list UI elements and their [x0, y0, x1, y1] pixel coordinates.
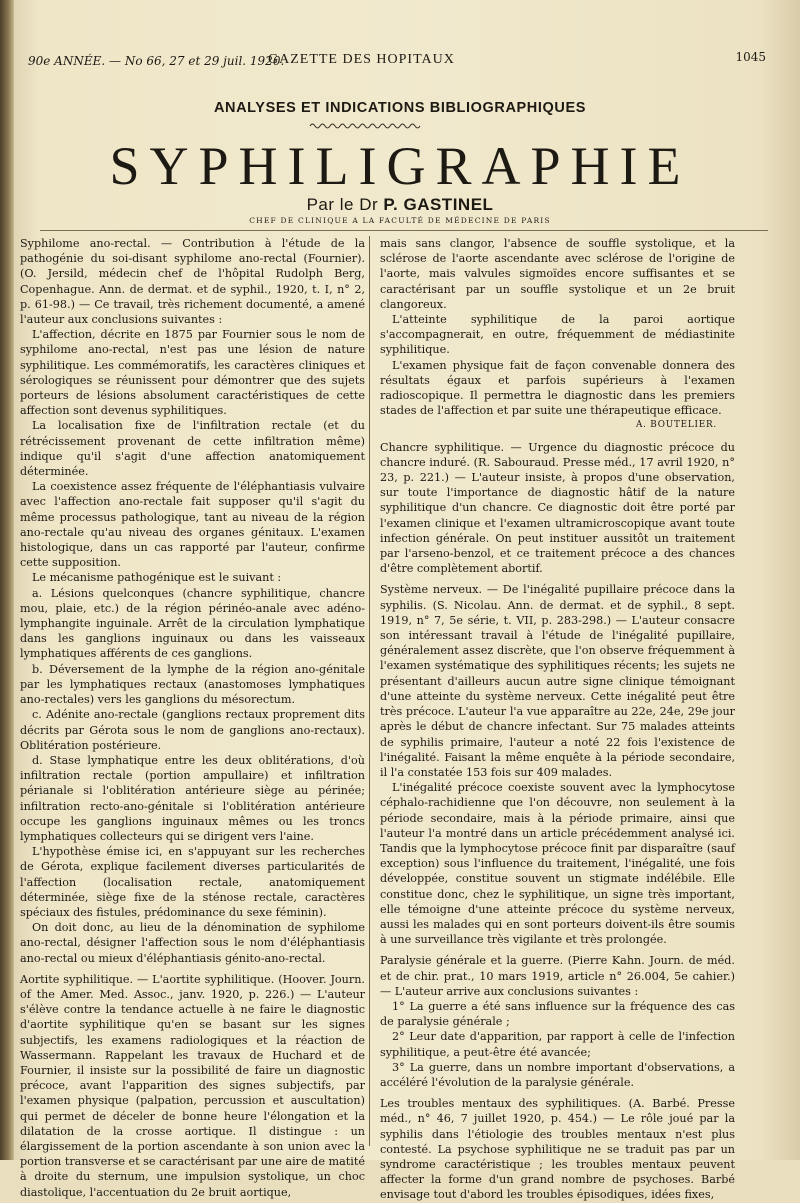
left-column	[20, 236, 365, 1199]
issue-info: 90e ANNÉE. — No 66, 27 et 29 juil. 1920.	[28, 54, 285, 68]
paragraph: L'atteinte syphilitique de la paroi aortique s'accompagnerait, en outre, fréquemment de médiastinite syphilitique.	[380, 313, 735, 357]
signature: A. BOUTELIER.	[635, 420, 717, 431]
page-title: SYPHILIGRAPHIE	[109, 136, 691, 196]
paragraph: Paralysie générale et la guerre. (Pierre Kahn. Journ. de méd. et de chir. prat., 10 mars 1919, article n° 26.004, 5e cahier.) — L'auteur arrive aux conclusions suivantes :	[380, 954, 735, 998]
page-number: 1045	[735, 50, 766, 64]
author-prefix: Par le Dr	[306, 195, 379, 214]
list-item: a. Lésions quelconques (chancre syphilitique, chancre mou, plaie, etc.) de la région périnéo-anale avec adéno-lymphangite inguinale. Arrêt de la circulation lymphatique dans les ganglions inguinaux ou dans les vaisseaux lymphatiques afférents de ces ganglions.	[20, 586, 365, 661]
section-heading: ANALYSES ET INDICATIONS BIBLIOGRAPHIQUES	[213, 100, 587, 116]
title-rule	[40, 230, 768, 231]
list-item: d. Stase lymphatique entre les deux oblitérations, d'où infiltration rectale (portion ampullaire) et infiltration périanale si l'oblitération antérieure siège au périnée; infiltration recto-ano-génitale si l'oblitération antérieure occupe les ganglions inguinaux mêmes ou les troncs lymphatiques collecteurs qui se dirigent vers l'aine.	[20, 753, 365, 843]
decorative-squiggle	[310, 122, 420, 130]
paragraph: mais sans clangor, l'absence de souffle systolique, et la sclérose de l'aorte ascendante avec sclérose de l'origine de l'aorte, mais valvules sigmoïdes encore suffisantes et se caractérisant par un souffle systolique et un 2e bruit clangoreux.	[380, 237, 735, 311]
paragraph: Aortite syphilitique. — L'aortite syphilitique. (Hoover. Journ. of the Amer. Med. Assoc., janv. 1920, p. 226.) — L'auteur s'élève contre la tendance actuelle à ne faire le diagnostic d'aortite syphilitique qu'en se basant sur les signes subjectifs, les examens radiologiques et la réaction de Wassermann. Rappelant les travaux de Huchard et de Fournier, il insiste sur la possibilité de faire un diagnostic précoce, avant l'apparition des signes subjectifs, par l'examen physique (palpation, percussion et auscultation) qui permet de déceler de bonne heure l'élongation et la dilatation de la crosse aortique. Il distingue : un élargissement de la portion ascendante à son union avec la portion transverse et se caractérisant par une aire de matité à droite du sternum, une impulsion systolique, un choc diastolique, l'accentuation du 2e bruit aortique,	[20, 972, 365, 1199]
paragraph: Syphilome ano-rectal. — Contribution à l'étude de la pathogénie du soi-disant syphilome ano-rectal (Fournier). (O. Jersild, médecin chef de l'hôpital Rudolph Berg, Copenhague. Ann. de dermat. et de syphil., 1920, t. I, n° 2, p. 61-98.) — Ce travail, très richement documenté, a amené l'auteur aux conclusions suivantes :	[20, 237, 365, 327]
paragraph: L'inégalité précoce coexiste souvent avec la lymphocytose céphalo-rachidienne que l'on découvre, non seulement à la période secondaire, mais à la période primaire, ainsi que l'auteur l'a montré dans un article précédemment analysé ici. Tandis que la lymphocytose précoce finit par disparaître (sauf exception) sous l'influence du traitement, l'inégalité, une fois développée, constitue souvent un stigmate indélébile. Elle constitue donc, chez le syphilitique, un signe très important, elle témoigne d'une atteinte précoce du système nerveux, aussi les malades qui en sont porteurs doivent-ils être soumis à une surveillance très vigilante et très prolongée.	[380, 781, 735, 947]
paragraph: La coexistence assez fréquente de l'éléphantiasis vulvaire avec l'affection ano-rectale fait supposer qu'il s'agit du même processus pathologique, tant au niveau de la région ano-rectale qu'au niveau des organes génitaux. L'examen histologique, dans un cas rapporté par l'auteur, confirme cette supposition.	[20, 480, 365, 570]
author-affiliation: CHEF DE CLINIQUE A LA FACULTÉ DE MÉDECINE DE PARIS	[249, 216, 551, 225]
author-name: P. GASTINEL	[383, 195, 494, 214]
author-line	[0, 195, 800, 215]
paragraph: L'hypothèse émise ici, en s'appuyant sur les recherches de Gérota, explique facilement diverses particularités de l'affection (localisation rectale, anatomiquement déterminée, siège fixe de la sténose rectale, caractères spéciaux des fistules, prédominance du sexe féminin).	[20, 845, 365, 919]
paragraph: Les troubles mentaux des syphilitiques. (A. Barbé. Presse méd., n° 46, 7 juillet 1920, p. 454.) — Le rôle joué par la syphilis dans l'étiologie des troubles mentaux n'est plus contesté. La psychose syphilitique ne se traduit pas par un syndrome caractéristique ; les troubles mentaux peuvent affecter la forme d'un grand nombre de psychoses. Barbé envisage tout d'abord les troubles épisodiques, idées fixes,	[380, 1097, 735, 1202]
list-item: b. Déversement de la lymphe de la région ano-génitale par les lymphatiques rectaux (anastomoses lymphatiques ano-rectales) vers les ganglions du mésorectum.	[20, 662, 365, 707]
list-item: 3° La guerre, dans un nombre important d'observations, a accéléré l'évolution de la paralysie générale.	[380, 1060, 735, 1089]
paragraph: Système nerveux. — De l'inégalité pupillaire précoce dans la syphilis. (S. Nicolau. Ann. de dermat. et de syphil., 8 sept. 1919, n° 7, 5e série, t. VII, p. 283-298.) — L'auteur consacre son intéressant travail à l'étude de l'inégalité pupillaire, généralement assez discrète, que l'on observe fréquemment à l'examen systématique des syphilitiques récents; les sujets ne présentant d'ailleurs aucun autre signe clinique témoignant d'une atteinte du système nerveux. Cette inégalité peut être très précoce. L'auteur l'a vue apparaître au 22e, 24e, 29e jour après le début de chancre infectant. Sur 75 malades atteints de syphilis primaire, l'auteur a noté 22 fois l'existence de l'inégalité. Faisant la même enquête à la période secondaire, il l'a constatée 153 fois sur 409 malades.	[380, 583, 735, 779]
list-item: 2° Leur date d'apparition, par rapport à celle de l'infection syphilitique, a peut-être été avancée;	[380, 1030, 735, 1059]
right-column	[380, 236, 735, 1202]
running-header	[28, 48, 774, 74]
paragraph: L'examen physique fait de façon convenable donnera des résultats égaux et parfois supérieurs à l'examen radioscopique. Il permettra le diagnostic dans les premiers stades de l'affection et par suite une thérapeutique efficace.	[380, 358, 735, 418]
column-divider	[369, 236, 370, 1146]
paragraph: La localisation fixe de l'infiltration rectale (et du rétrécissement provenant de cette infiltration même) indique qu'il s'agit d'une affection anatomiquement déterminée.	[20, 419, 365, 479]
paragraph: L'affection, décrite en 1875 par Fournier sous le nom de syphilome ano-rectal, n'est pas une lésion de nature syphilitique. Les commémoratifs, les caractères cliniques et sérologiques se réunissent pour démontrer que des sujets porteurs de lésions absolument caractéristiques de cette affection sont devenus syphilitiques.	[20, 328, 365, 418]
list-item: 1° La guerre a été sans influence sur la fréquence des cas de paralysie générale ;	[380, 999, 735, 1029]
paragraph: Chancre syphilitique. — Urgence du diagnostic précoce du chancre induré. (R. Sabouraud. Presse méd., 17 avril 1920, n° 23, p. 221.) — L'auteur insiste, à propos d'une observation, sur toute l'importance de diagnostic hâtif de la nature syphilitique d'un chancre. Ce diagnostic doit être porté par l'examen clinique et l'examen ultramicroscopique avant toute infection générale. On peut instituer aussitôt un traitement par l'arseno-benzol, et ce traitement précoce a des chances d'être complètement abortif.	[380, 440, 735, 576]
paragraph: On doit donc, au lieu de la dénomination de syphilome ano-rectal, désigner l'affection sous le nom d'éléphantiasis ano-rectal ou mieux d'éléphantiasis génito-ano-rectal.	[20, 921, 365, 965]
list-item: c. Adénite ano-rectale (ganglions rectaux proprement dits décrits par Gérota sous le nom de ganglions ano-rectaux). Oblitération postérieure.	[20, 708, 365, 752]
journal-name: GAZETTE DES HOPITAUX	[268, 52, 455, 67]
paragraph: Le mécanisme pathogénique est le suivant :	[32, 571, 282, 585]
